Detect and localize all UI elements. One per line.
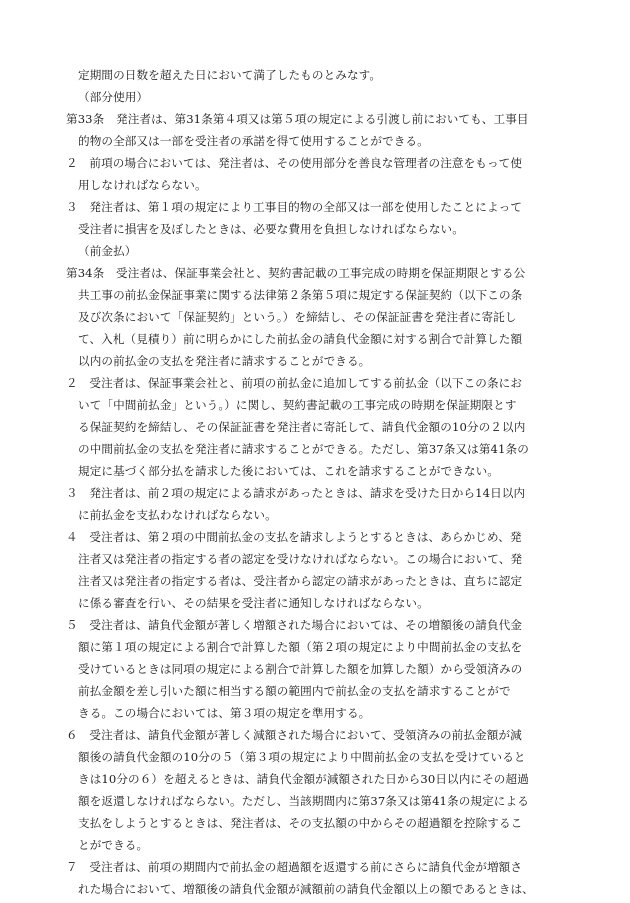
- clause-line: ２ 前項の場合においては、発注者は、その使用部分を善良な管理者の注意をもって使: [66, 156, 523, 170]
- clause-line: ４ 受注者は、第２項の中間前払金の支払を請求しようとするときは、あらかじめ、発: [66, 530, 522, 544]
- section-heading: （前金払）: [78, 244, 137, 258]
- text-line: 受けているときは同項の規定による割合で計算した額を加算した額）から受領済みの: [78, 662, 523, 676]
- text-line: 以内の前払金の支払を発注者に請求することができる。: [78, 354, 371, 368]
- text-line: 前払金額を差し引いた額に相当する額の範囲内で前払金の支払を請求することがで: [78, 684, 511, 698]
- clause-line: ７ 受注者は、前項の期間内で前払金の超過額を返還する前にさらに請負代金が増額さ: [66, 860, 523, 874]
- text-line: に前払金を支払わなければならない。: [78, 508, 277, 522]
- text-line: 額を返還しなければならない。ただし、当該期間内に第37条又は第41条の規定による: [78, 794, 529, 808]
- text-line: れた場合において、増額後の請負代金額が減額前の請負代金額以上の額であるときは、: [78, 882, 534, 896]
- text-line: 注者又は発注者の指定する者は、受注者から認定の請求があったときは、直ちに認定: [78, 574, 523, 588]
- text-line: きは10分の６）を超えるときは、請負代金額が減額された日から30日以内にその超過: [78, 772, 529, 786]
- text-line: の中間前払金の支払を発注者に請求することができる。ただし、第37条又は第41条の: [78, 442, 529, 456]
- text-line: る保証契約を締結し、その保証証書を発注者に寄託して、請負代金額の10分の２以内: [78, 420, 526, 434]
- clause-line: ６ 受注者は、請負代金額が著しく減額された場合において、受領済みの前払金額が減: [66, 728, 522, 742]
- text-line: に係る審査を行い、その結果を受注者に通知しなければならない。: [78, 596, 429, 610]
- text-line: 額後の請負代金額の10分の５（第３項の規定により中間前払金の支払を受けていると: [78, 750, 526, 764]
- article-33-heading: 第33条 発注者は、第31条第４項又は第５項の規定による引渡し前においても、工事目: [66, 112, 529, 126]
- clause-line: ２ 受注者は、保証事業会社と、前項の前払金に追加してする前払金（以下この条にお: [66, 376, 523, 390]
- text-line: きる。この場合においては、第３項の規定を準用する。: [78, 706, 371, 720]
- text-line: いて「中間前払金」という。）に関し、契約書記載の工事完成の時期を保証期限とす: [78, 398, 517, 412]
- text-line: とができる。: [78, 838, 149, 852]
- clause-line: ３ 発注者は、第１項の規定により工事目的物の全部又は一部を使用したことによって: [66, 200, 523, 214]
- clause-line: ５ 受注者は、請負代金額が著しく増額された場合においては、その増額後の請負代金: [66, 618, 523, 632]
- text-line: 規定に基づく部分払を請求した後においては、これを請求することができない。: [78, 464, 499, 478]
- section-heading: （部分使用）: [78, 90, 149, 104]
- clause-line: ３ 発注者は、前２項の規定による請求があったときは、請求を受けた日から14日以内: [66, 486, 526, 500]
- text-line: 受注者に損害を及ぼしたときは、必要な費用を負担しなければならない。: [78, 222, 464, 236]
- text-line: 及び次条において「保証契約」という。）を締結し、その保証証書を発注者に寄託し: [78, 310, 517, 324]
- text-line: 用しなければならない。: [78, 178, 207, 192]
- text-line: 注者又は発注者の指定する者の認定を受けなければならない。この場合において、発: [78, 552, 523, 566]
- text-line: 定期間の日数を超えた日において満了したものとみなす。: [78, 68, 382, 82]
- article-34-heading: 第34条 受注者は、保証事業会社と、契約書記載の工事完成の時期を保証期限とする公: [66, 266, 526, 280]
- text-line: て、入札（見積り）前に明らかにした前払金の請負代金額に対する割合で計算した額: [78, 332, 523, 346]
- text-line: 的物の全部又は一部を受注者の承諾を得て使用することができる。: [78, 134, 429, 148]
- text-line: 額に第１項の規定による割合で計算した額（第２項の規定により中間前払金の支払を: [78, 640, 523, 654]
- text-line: 支払をしようとするときは、発注者は、その支払額の中からその超過額を控除するこ: [78, 816, 523, 830]
- text-line: 共工事の前払金保証事業に関する法律第２条第５項に規定する保証契約（以下この条: [78, 288, 523, 302]
